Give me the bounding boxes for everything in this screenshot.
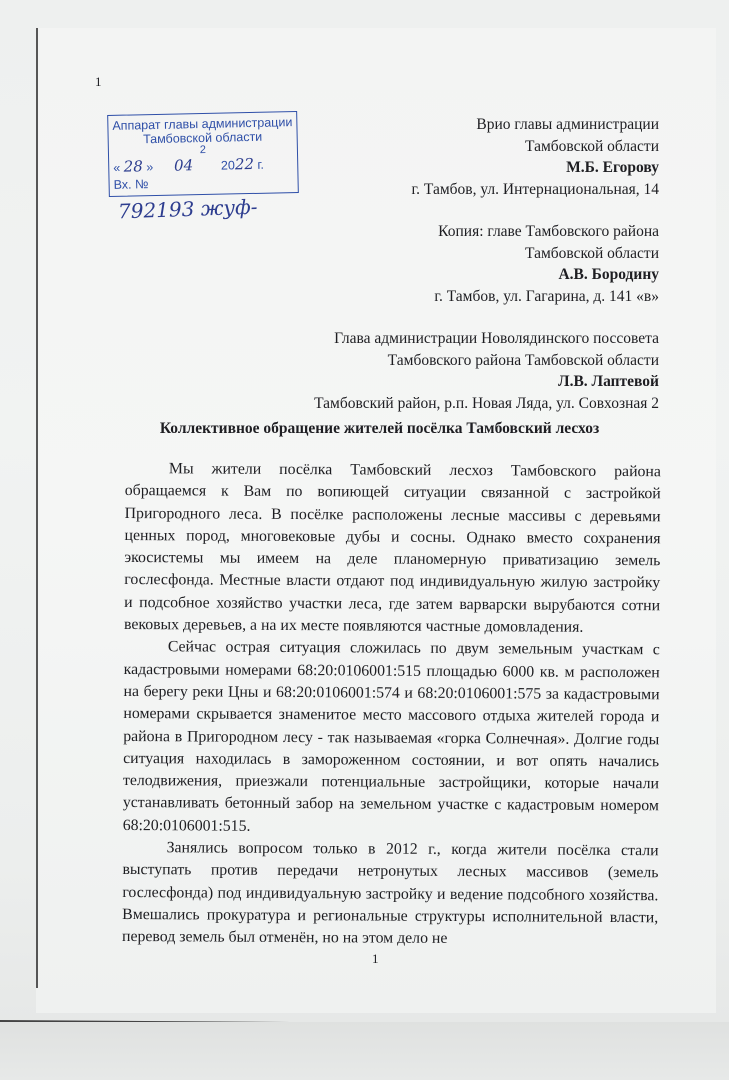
addressee3-address: Тамбовский район, р.п. Новая Ляда, ул. Совхозная 2 [314,394,659,412]
page-number-top: 1 [95,74,102,89]
stamp-day-close: » [146,160,154,175]
addressee2-line1: Копия: главе Тамбовского района [438,223,659,240]
addressee1-line1: Врио главы администрации [476,116,659,133]
paper-left-edge [36,28,38,988]
addressee1-name: М.Б. Егорову [566,159,659,176]
addressee-block-1 [412,114,659,200]
addressee3-name: Л.В. Лаптевой [558,373,659,390]
addressee-block-3 [314,328,659,414]
addressee2-line2: Тамбовской области [525,244,659,262]
stamp-line1: Аппарат главы администрации [112,115,293,133]
stamp-line2: Тамбовской области [142,129,263,147]
incoming-registration-stamp [107,111,299,197]
addressee3-line1: Глава администрации Новолядинского поссовета [334,330,659,347]
body-paragraph-1: Мы жители посёлка Тамбовский лесхоз Тамбовского района обращаемся к Вам по вопиющей ситуации связанной с застройкой Пригородного леса. В посёлке расположены лесные массивы с деревьями ценных пород, многовековые дубы и сосны. Однако вместо сохранения экосистемы мы имеем на деле планомерную приватизацию земель гослесфонда. Местные власти отдают под индивидуальную жилую застройку и подсобное хозяйство участки леса, где затем варварски вырубаются сотни вековых деревьев, а на их месте появляются частные домовладения. [123,460,661,636]
addressee-block-2 [434,221,659,307]
body-paragraph-2: Сейчас острая ситуация сложилась по двум земельным участкам с кадастровыми номерами 68:20:0106001:515 площадью 6000 кв. м расположен на берегу реки Цны и 68:20:0106001:574 и 68:20:0106001:575 за кадастровыми номерами скрывается знаменитое место массового отдыха жителей города и района в Пригородном лесу - так называемая «горка Солнечная». Долгие годы ситуация находилась в замороженном состоянии, и вот опять начались телодвижения, приезжали потенциальные застройщики, которые начали устанавливать бетонный забор на земельном участке с кадастровым номером 68:20:0106001:515. [122,638,660,835]
document-title: Коллективное обращение жителей посёлка Тамбовский лесхоз [159,420,600,437]
stamp-date [113,156,293,175]
handwritten-registration-number: 792193 жуф- [117,194,258,224]
stamp-day-open: « [113,160,121,175]
stamp-month: 04 [173,156,194,175]
table-surface [0,1022,729,1080]
stamp-incoming-label: Вх. № [113,177,149,192]
body-paragraph-3: Занялись вопросом только в 2012 г., когда жители посёлка стали выступать против передачи нетронутых лесных массивов (земель гослесфонда) под индивидуальную застройку и ведение подсобного хозяйства. Вмешались прокуратура и региональные структуры исполнительной власти, перевод земель был отменён, но на этом дело не [122,839,659,948]
addressee1-address: г. Тамбов, ул. Интернациональная, 14 [411,180,659,198]
stamp-number: 2 [199,143,207,157]
document-body [122,458,661,952]
addressee2-address: г. Тамбов, ул. Гагарина, д. 141 «в» [434,287,659,305]
stamp-year: 22 [234,154,255,174]
page-number-bottom: 1 [372,951,379,966]
stamp-year-suffix: г. [257,157,265,172]
addressee1-line2: Тамбовской области [525,137,659,155]
addressee2-name: А.В. Бородину [558,266,659,283]
stamp-day: 28 [123,157,143,176]
addressee3-line2: Тамбовского района Тамбовской области [387,351,659,369]
stamp-year-prefix: 20 [220,158,236,173]
